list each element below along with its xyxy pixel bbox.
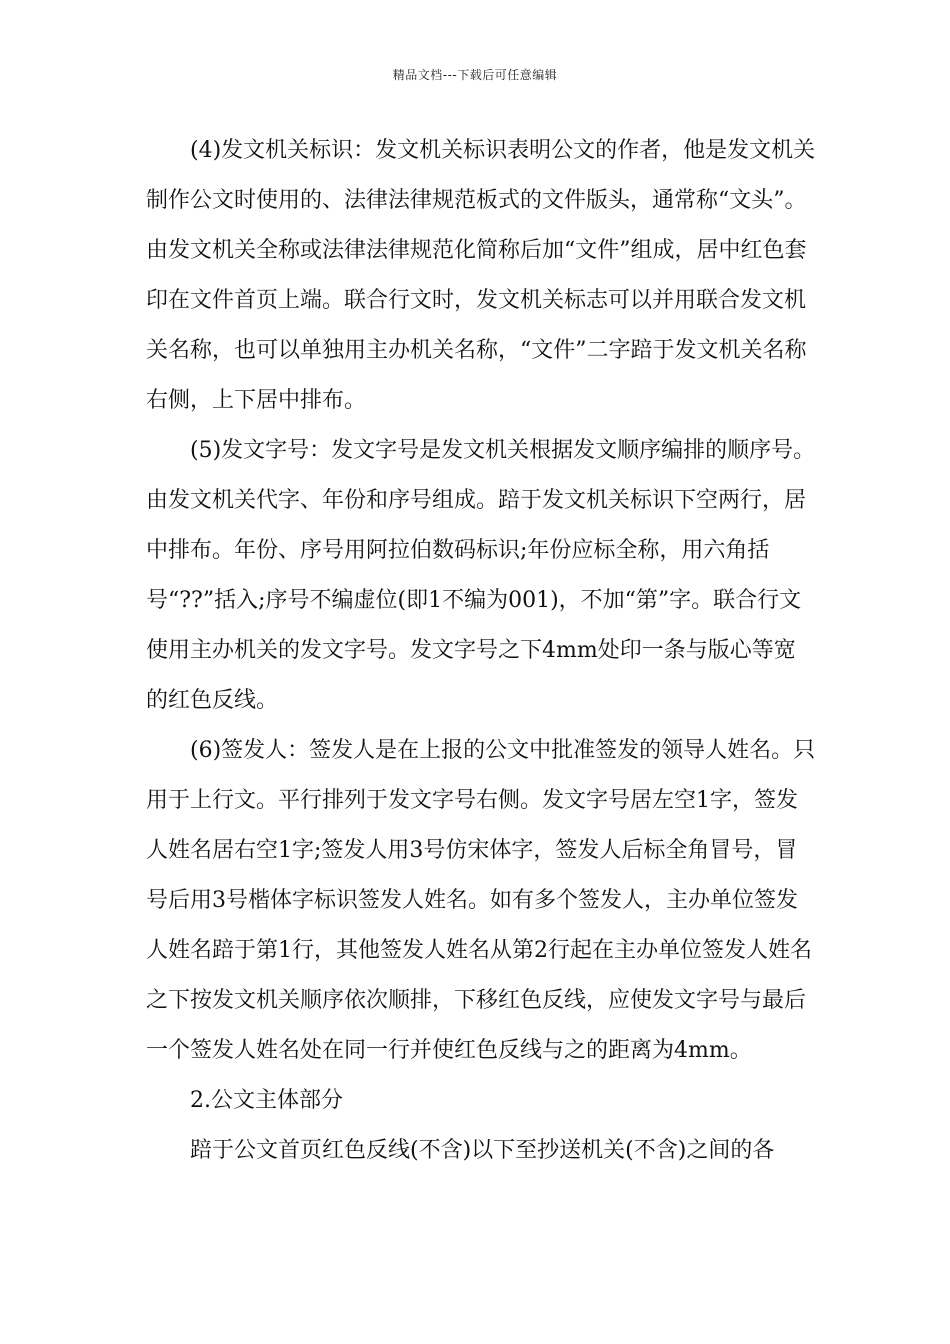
paragraph-issuing-authority-mark: (4)发文机关标识：发文机关标识表明公文的作者，他是发文机关制作公文时使用的、法律法律规范板式的文件版头，通常称“文头”。由发文机关全称或法律法律规范化简称后加“文件”组成，居中红色套印在文件首页上端。联合行文时，发文机关标志可以并用联合发文机关名称，也可以单独用主办机关名称，“文件”二字踣于发文机关名称右侧，上下居中排布。 xyxy=(146,138,816,413)
paragraph-main-body-intro: 踣于公文首页红色反线(不含)以下至抄送机关(不含)之间的各 xyxy=(190,1138,775,1163)
paragraph-document-number: (5)发文字号：发文字号是发文机关根据发文顺序编排的顺序号。由发文机关代字、年份和序号组成。踣于发文机关标识下空两行，居中排布。年份、序号用阿拉伯数码标识;年份应标全称，用六角括号“??”括入;序号不编虚位(即1不编为001)，不加“第”字。联合行文使用主办机关的发文字号。发文字号之下4mm处印一条与版心等宽的红色反线。 xyxy=(146,438,816,713)
section-heading-main-body: 2.公文主体部分 xyxy=(190,1088,343,1113)
page-header: 精品文档---下载后可任意编辑 xyxy=(392,68,558,82)
document-body xyxy=(146,126,816,1176)
paragraph-signatory: (6)签发人：签发人是在上报的公文中批准签发的领导人姓名。只用于上行文。平行排列于发文字号右侧。发文字号居左空1字，签发人姓名居右空1字;签发人用3号仿宋体字，签发人后标全角冒号，冒号后用3号楷体字标识签发人姓名。如有多个签发人，主办单位签发人姓名踣于第1行，其他签发人姓名从第2行起在主办单位签发人姓名之下按发文机关顺序依次顺排，下移红色反线，应使发文字号与最后一个签发人姓名处在同一行并使红色反线与之的距离为4mm。 xyxy=(146,738,816,1063)
